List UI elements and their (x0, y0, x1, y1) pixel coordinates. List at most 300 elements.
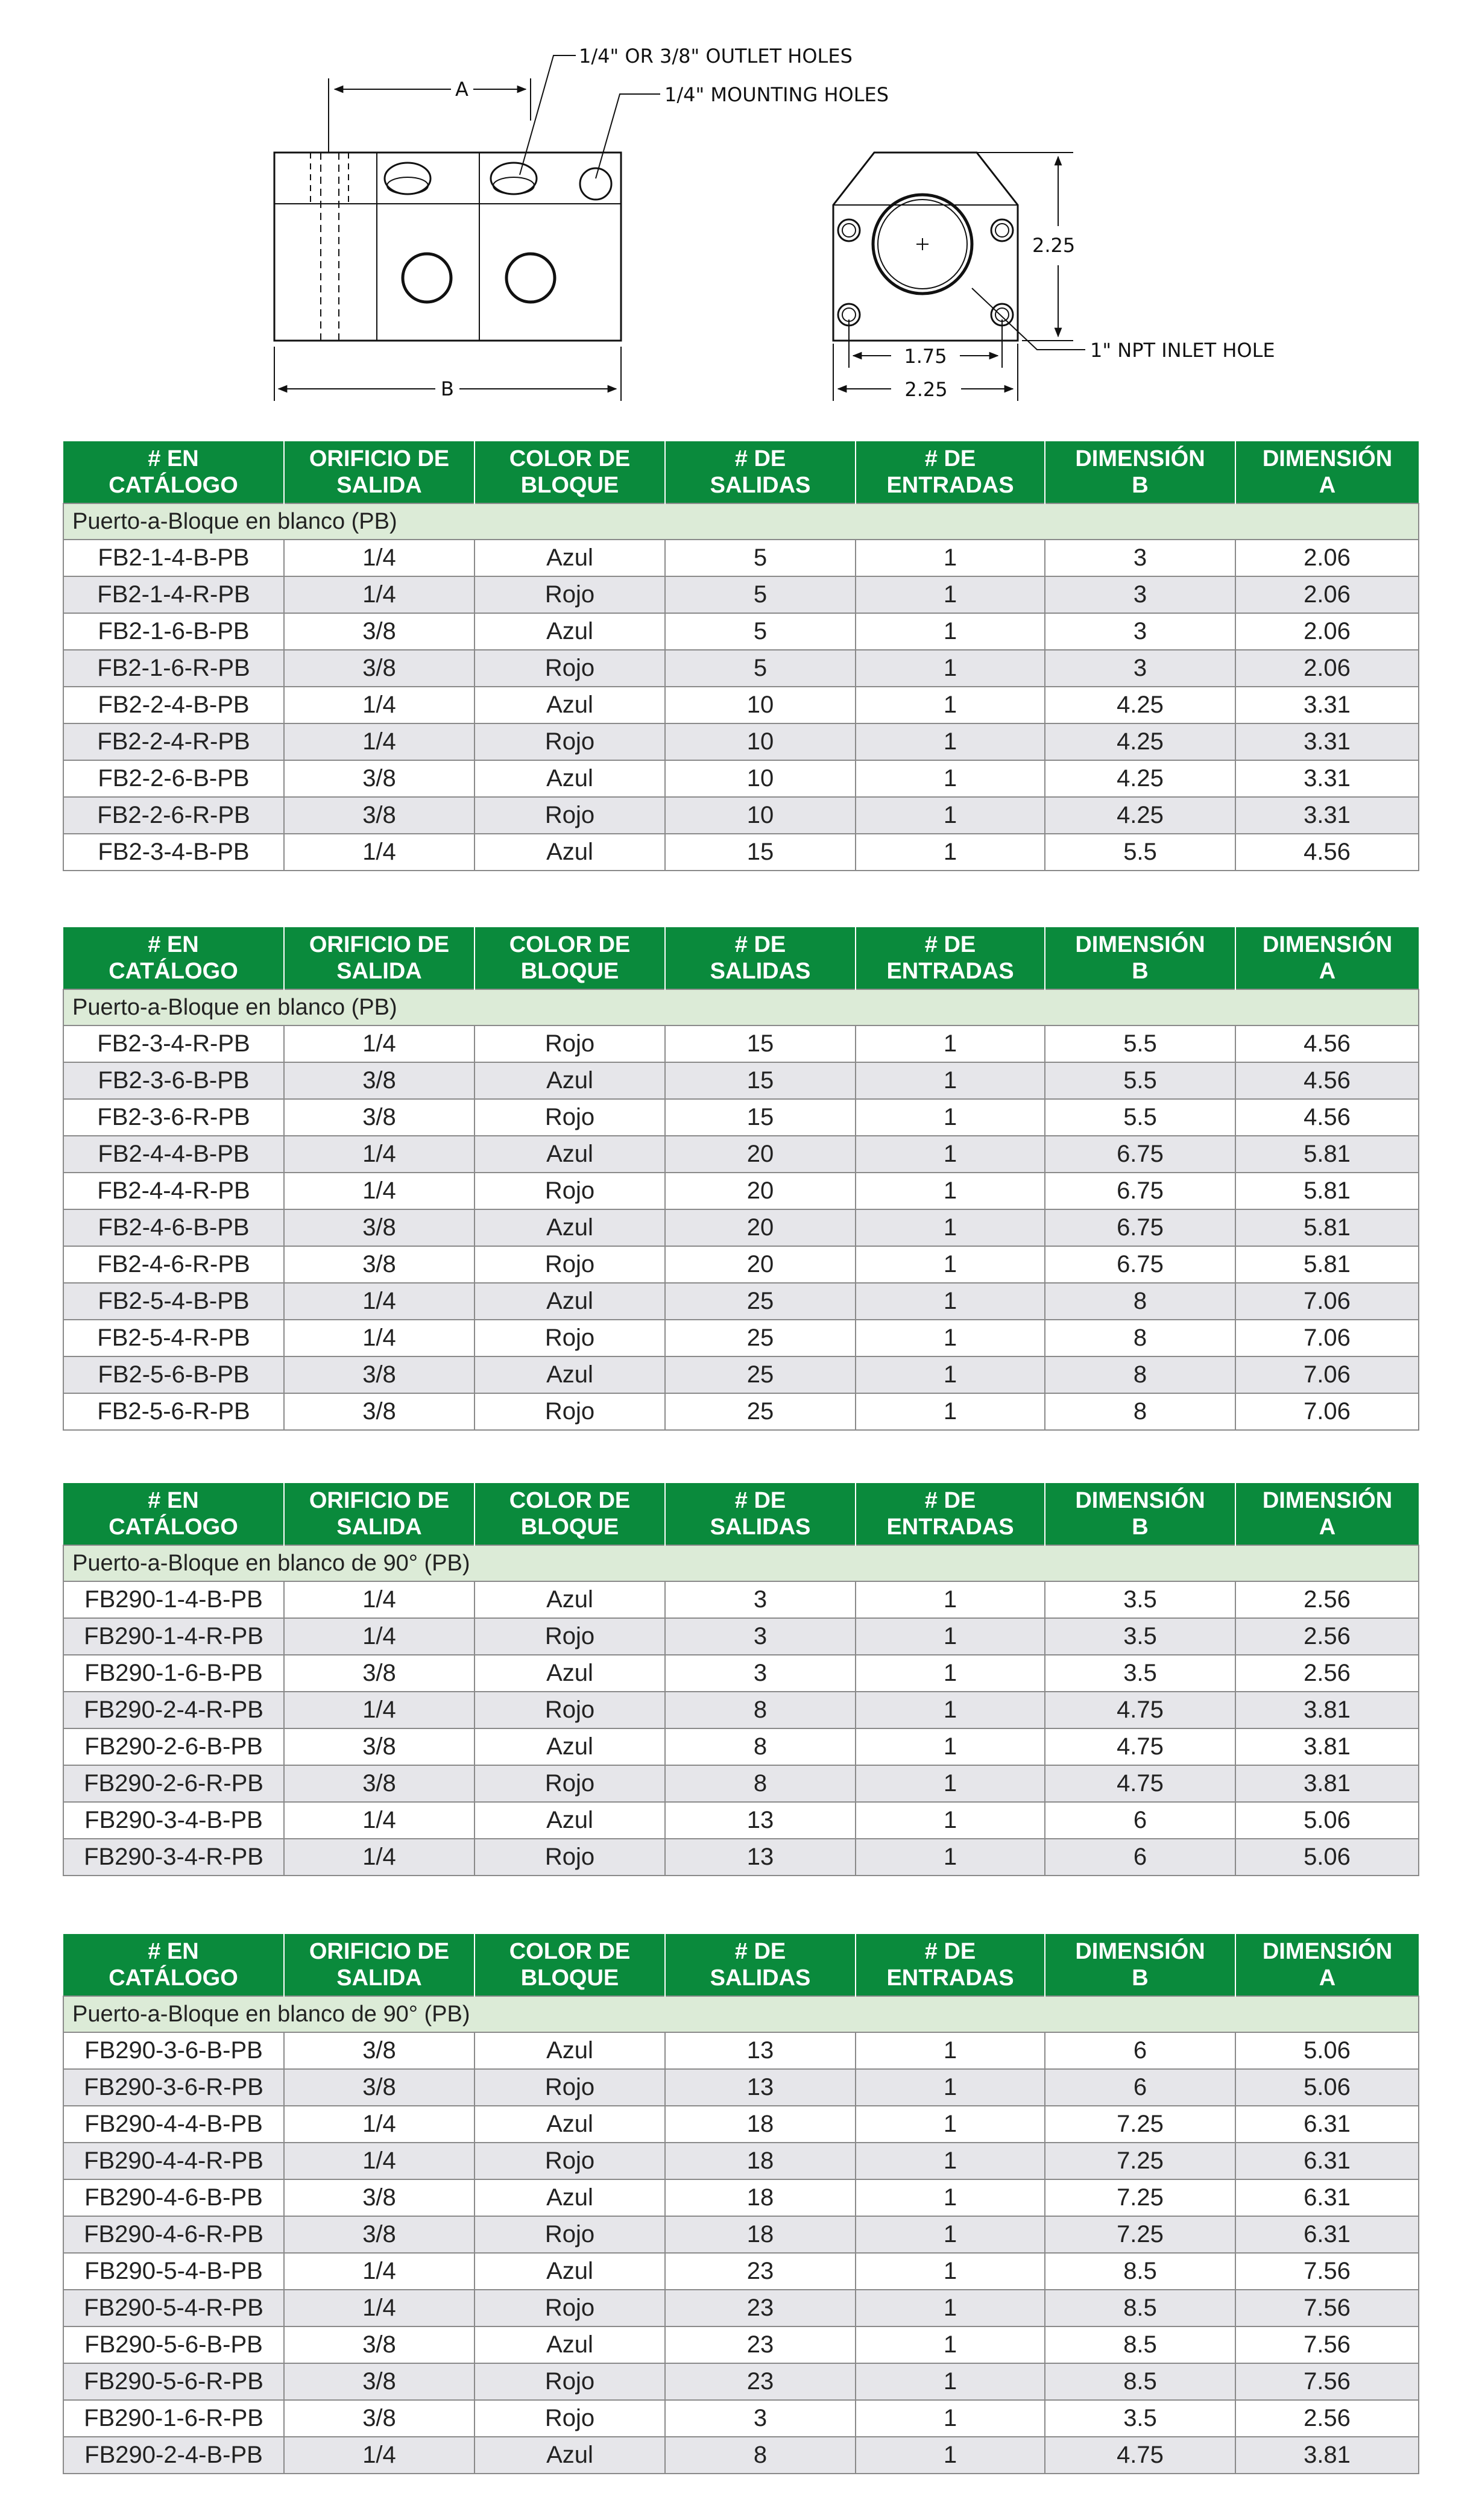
cell-inlets-count: 1 (856, 2032, 1045, 2069)
cell-dimension-a: 5.81 (1235, 1173, 1419, 1209)
cell-dimension-a: 2.56 (1235, 2400, 1419, 2437)
cell-block-color: Rojo (475, 650, 665, 687)
table-row (63, 1283, 1419, 1320)
cell-block-color: Rojo (475, 2143, 665, 2179)
cell-outlets-count: 3 (665, 1581, 856, 1618)
cell-block-color: Azul (475, 1136, 665, 1173)
cell-outlets-count: 25 (665, 1393, 856, 1430)
cell-outlet-orifice: 3/8 (284, 1728, 475, 1765)
header-outlets-count: # DE SALIDAS (665, 441, 856, 503)
table-row (63, 1173, 1419, 1209)
cell-outlets-count: 8 (665, 1728, 856, 1765)
cell-inlets-count: 1 (856, 1581, 1045, 1618)
cell-dimension-b: 6 (1045, 1839, 1235, 1876)
header-catalog-number: # EN CATÁLOGO (63, 1934, 284, 1996)
cell-dimension-b: 8 (1045, 1320, 1235, 1356)
cell-dimension-b: 4.75 (1045, 1765, 1235, 1802)
cell-catalog-number: FB2-5-4-B-PB (63, 1283, 284, 1320)
cell-dimension-a: 2.56 (1235, 1655, 1419, 1692)
cell-dimension-b: 3 (1045, 540, 1235, 576)
table-row (63, 760, 1419, 797)
table-row (63, 1692, 1419, 1728)
cell-dimension-a: 5.06 (1235, 2069, 1419, 2106)
cell-catalog-number: FB290-4-6-B-PB (63, 2179, 284, 2216)
cell-catalog-number: FB2-3-4-B-PB (63, 834, 284, 871)
spec-table-1 (63, 441, 1419, 871)
cell-outlets-count: 18 (665, 2179, 856, 2216)
cell-dimension-a: 4.56 (1235, 834, 1419, 871)
cell-outlets-count: 23 (665, 2363, 856, 2400)
cell-block-color: Rojo (475, 797, 665, 834)
cell-block-color: Rojo (475, 1839, 665, 1876)
cell-catalog-number: FB290-4-4-R-PB (63, 2143, 284, 2179)
cell-dimension-a: 7.06 (1235, 1356, 1419, 1393)
cell-dimension-a: 6.31 (1235, 2216, 1419, 2253)
cell-catalog-number: FB2-4-6-R-PB (63, 1246, 284, 1283)
cell-dimension-a: 3.31 (1235, 797, 1419, 834)
cell-block-color: Azul (475, 687, 665, 723)
cell-dimension-b: 3 (1045, 650, 1235, 687)
cell-outlets-count: 23 (665, 2253, 856, 2290)
section-row (63, 989, 1419, 1025)
cell-block-color: Azul (475, 1062, 665, 1099)
table-row (63, 2400, 1419, 2437)
table-row (63, 2437, 1419, 2474)
table-row (63, 2032, 1419, 2069)
cell-outlets-count: 13 (665, 1802, 856, 1839)
cell-outlet-orifice: 1/4 (284, 2106, 475, 2143)
cell-block-color: Azul (475, 2326, 665, 2363)
cell-inlets-count: 1 (856, 1173, 1045, 1209)
cell-block-color: Azul (475, 834, 665, 871)
cell-dimension-a: 2.06 (1235, 576, 1419, 613)
cell-block-color: Azul (475, 1283, 665, 1320)
cell-dimension-a: 4.56 (1235, 1025, 1419, 1062)
table-row (63, 834, 1419, 871)
table-row (63, 576, 1419, 613)
header-outlets-count: # DE SALIDAS (665, 927, 856, 989)
table-row (63, 723, 1419, 760)
cell-outlet-orifice: 3/8 (284, 1655, 475, 1692)
cell-catalog-number: FB290-3-4-B-PB (63, 1802, 284, 1839)
table-row (63, 2216, 1419, 2253)
header-dimension-a: DIMENSIÓN A (1235, 1934, 1419, 1996)
cell-inlets-count: 1 (856, 1320, 1045, 1356)
cell-catalog-number: FB2-4-6-B-PB (63, 1209, 284, 1246)
cell-outlets-count: 25 (665, 1283, 856, 1320)
header-catalog-number: # EN CATÁLOGO (63, 927, 284, 989)
table-row (63, 1136, 1419, 1173)
table-row (63, 2069, 1419, 2106)
cell-inlets-count: 1 (856, 723, 1045, 760)
cell-outlets-count: 15 (665, 1099, 856, 1136)
width-175-label: 1.75 (904, 345, 947, 368)
cell-outlets-count: 13 (665, 2069, 856, 2106)
dimension-b (274, 347, 621, 401)
cell-outlets-count: 20 (665, 1246, 856, 1283)
section-row (63, 503, 1419, 540)
header-outlet-orifice: ORIFICIO DE SALIDA (284, 927, 475, 989)
cell-outlets-count: 15 (665, 834, 856, 871)
table-row (63, 2253, 1419, 2290)
cell-outlets-count: 10 (665, 797, 856, 834)
cell-outlets-count: 3 (665, 2400, 856, 2437)
table-header-row (63, 927, 1419, 989)
cell-dimension-a: 2.06 (1235, 650, 1419, 687)
cell-catalog-number: FB2-5-6-B-PB (63, 1356, 284, 1393)
cell-dimension-a: 3.31 (1235, 687, 1419, 723)
table-row (63, 540, 1419, 576)
header-block-color: COLOR DE BLOQUE (475, 927, 665, 989)
cell-dimension-a: 5.06 (1235, 1802, 1419, 1839)
cell-catalog-number: FB290-1-4-R-PB (63, 1618, 284, 1655)
cell-outlet-orifice: 3/8 (284, 797, 475, 834)
cell-catalog-number: FB290-2-4-R-PB (63, 1692, 284, 1728)
mounting-holes-label: 1/4" MOUNTING HOLES (664, 83, 889, 106)
table-row (63, 1839, 1419, 1876)
header-outlet-orifice: ORIFICIO DE SALIDA (284, 441, 475, 503)
cell-dimension-a: 3.81 (1235, 1765, 1419, 1802)
table-row (63, 1025, 1419, 1062)
cell-inlets-count: 1 (856, 687, 1045, 723)
cell-inlets-count: 1 (856, 834, 1045, 871)
cell-dimension-b: 7.25 (1045, 2106, 1235, 2143)
table-row (63, 797, 1419, 834)
cell-catalog-number: FB290-1-6-R-PB (63, 2400, 284, 2437)
cell-catalog-number: FB2-1-4-B-PB (63, 540, 284, 576)
dim-b-label: B (441, 377, 454, 400)
cell-outlet-orifice: 1/4 (284, 1283, 475, 1320)
header-block-color: COLOR DE BLOQUE (475, 1483, 665, 1545)
cell-catalog-number: FB2-5-6-R-PB (63, 1393, 284, 1430)
cell-inlets-count: 1 (856, 1839, 1045, 1876)
cell-dimension-b: 4.75 (1045, 2437, 1235, 2474)
header-block-color: COLOR DE BLOQUE (475, 1934, 665, 1996)
cell-block-color: Azul (475, 1655, 665, 1692)
cell-block-color: Rojo (475, 1320, 665, 1356)
cell-inlets-count: 1 (856, 576, 1045, 613)
block-drawing (0, 0, 1482, 434)
cell-outlet-orifice: 1/4 (284, 1839, 475, 1876)
cell-outlets-count: 5 (665, 650, 856, 687)
cell-dimension-b: 7.25 (1045, 2216, 1235, 2253)
cell-inlets-count: 1 (856, 1062, 1045, 1099)
cell-dimension-b: 3 (1045, 576, 1235, 613)
cell-dimension-b: 3.5 (1045, 1655, 1235, 1692)
cell-dimension-b: 6 (1045, 2032, 1235, 2069)
cell-inlets-count: 1 (856, 2143, 1045, 2179)
cell-dimension-b: 7.25 (1045, 2143, 1235, 2179)
cell-outlets-count: 5 (665, 576, 856, 613)
header-catalog-number: # EN CATÁLOGO (63, 441, 284, 503)
cell-inlets-count: 1 (856, 613, 1045, 650)
cell-outlets-count: 18 (665, 2106, 856, 2143)
table-row (63, 613, 1419, 650)
cell-dimension-b: 4.75 (1045, 1728, 1235, 1765)
cell-outlet-orifice: 3/8 (284, 613, 475, 650)
header-inlets-count: # DE ENTRADAS (856, 927, 1045, 989)
cell-outlet-orifice: 3/8 (284, 1246, 475, 1283)
cell-outlet-orifice: 3/8 (284, 2216, 475, 2253)
cell-outlet-orifice: 3/8 (284, 650, 475, 687)
spec-table-3 (63, 1483, 1419, 1876)
height-225-label: 2.25 (1032, 234, 1076, 257)
cell-catalog-number: FB2-5-4-R-PB (63, 1320, 284, 1356)
cell-outlet-orifice: 1/4 (284, 723, 475, 760)
section-title: Puerto-a-Bloque en blanco (PB) (63, 503, 1419, 540)
cell-outlets-count: 18 (665, 2143, 856, 2179)
cell-outlet-orifice: 3/8 (284, 1099, 475, 1136)
cell-block-color: Azul (475, 2253, 665, 2290)
cell-catalog-number: FB290-5-6-B-PB (63, 2326, 284, 2363)
table-header-row (63, 1483, 1419, 1545)
cell-dimension-b: 6.75 (1045, 1209, 1235, 1246)
cell-block-color: Rojo (475, 1393, 665, 1430)
cell-dimension-b: 4.25 (1045, 687, 1235, 723)
cell-dimension-a: 2.56 (1235, 1581, 1419, 1618)
cell-dimension-a: 7.56 (1235, 2253, 1419, 2290)
cell-inlets-count: 1 (856, 1393, 1045, 1430)
cell-block-color: Rojo (475, 1765, 665, 1802)
cell-dimension-b: 6.75 (1045, 1246, 1235, 1283)
cell-inlets-count: 1 (856, 797, 1045, 834)
cell-outlets-count: 5 (665, 540, 856, 576)
cell-block-color: Azul (475, 2437, 665, 2474)
cell-dimension-b: 3 (1045, 613, 1235, 650)
cell-block-color: Rojo (475, 1099, 665, 1136)
table-row (63, 1618, 1419, 1655)
header-block-color: COLOR DE BLOQUE (475, 441, 665, 503)
cell-outlet-orifice: 1/4 (284, 1025, 475, 1062)
cell-block-color: Azul (475, 2179, 665, 2216)
cell-outlets-count: 25 (665, 1320, 856, 1356)
cell-outlets-count: 25 (665, 1356, 856, 1393)
cell-dimension-a: 5.06 (1235, 1839, 1419, 1876)
cell-block-color: Azul (475, 2032, 665, 2069)
cell-outlet-orifice: 3/8 (284, 2179, 475, 2216)
cell-inlets-count: 1 (856, 650, 1045, 687)
cell-dimension-b: 5.5 (1045, 834, 1235, 871)
cell-dimension-a: 5.81 (1235, 1246, 1419, 1283)
cell-outlet-orifice: 1/4 (284, 1618, 475, 1655)
cell-outlets-count: 20 (665, 1209, 856, 1246)
cell-dimension-b: 8 (1045, 1393, 1235, 1430)
inlet-hole-label: 1" NPT INLET HOLE (1090, 339, 1275, 362)
section-title: Puerto-a-Bloque en blanco (PB) (63, 989, 1419, 1025)
cell-block-color: Rojo (475, 1618, 665, 1655)
cell-block-color: Rojo (475, 1025, 665, 1062)
cell-dimension-b: 4.25 (1045, 723, 1235, 760)
cell-outlets-count: 3 (665, 1618, 856, 1655)
section-row (63, 1996, 1419, 2032)
table-header-row (63, 441, 1419, 503)
cell-outlet-orifice: 1/4 (284, 2253, 475, 2290)
cell-block-color: Azul (475, 1802, 665, 1839)
cell-outlet-orifice: 1/4 (284, 834, 475, 871)
table-row (63, 1099, 1419, 1136)
technical-drawing (0, 0, 1482, 434)
cell-inlets-count: 1 (856, 2179, 1045, 2216)
cell-inlets-count: 1 (856, 760, 1045, 797)
cell-dimension-a: 5.81 (1235, 1136, 1419, 1173)
header-outlets-count: # DE SALIDAS (665, 1934, 856, 1996)
cell-inlets-count: 1 (856, 1655, 1045, 1692)
cell-block-color: Azul (475, 1209, 665, 1246)
cell-block-color: Azul (475, 613, 665, 650)
cell-catalog-number: FB290-2-6-R-PB (63, 1765, 284, 1802)
cell-outlets-count: 13 (665, 1839, 856, 1876)
cell-outlet-orifice: 1/4 (284, 576, 475, 613)
cell-block-color: Rojo (475, 576, 665, 613)
cell-catalog-number: FB2-1-4-R-PB (63, 576, 284, 613)
header-dimension-b: DIMENSIÓN B (1045, 927, 1235, 989)
header-dimension-a: DIMENSIÓN A (1235, 1483, 1419, 1545)
width-225-label: 2.25 (904, 378, 948, 401)
cell-inlets-count: 1 (856, 2437, 1045, 2474)
cell-dimension-a: 4.56 (1235, 1099, 1419, 1136)
cell-outlets-count: 10 (665, 760, 856, 797)
dimension-175 (849, 320, 1002, 368)
cell-dimension-a: 4.56 (1235, 1062, 1419, 1099)
cell-outlet-orifice: 1/4 (284, 1692, 475, 1728)
header-inlets-count: # DE ENTRADAS (856, 441, 1045, 503)
cell-dimension-a: 2.06 (1235, 540, 1419, 576)
cell-outlets-count: 8 (665, 1692, 856, 1728)
cell-catalog-number: FB2-4-4-B-PB (63, 1136, 284, 1173)
cell-inlets-count: 1 (856, 1618, 1045, 1655)
cell-outlet-orifice: 1/4 (284, 2143, 475, 2179)
cell-dimension-b: 6 (1045, 2069, 1235, 2106)
cell-catalog-number: FB2-3-4-R-PB (63, 1025, 284, 1062)
cell-outlets-count: 10 (665, 723, 856, 760)
cell-catalog-number: FB290-5-6-R-PB (63, 2363, 284, 2400)
cell-dimension-b: 8.5 (1045, 2253, 1235, 2290)
cell-outlets-count: 15 (665, 1062, 856, 1099)
cell-outlet-orifice: 3/8 (284, 1356, 475, 1393)
cell-outlet-orifice: 3/8 (284, 1062, 475, 1099)
cell-dimension-a: 7.56 (1235, 2326, 1419, 2363)
cell-catalog-number: FB2-3-6-B-PB (63, 1062, 284, 1099)
cell-dimension-b: 8 (1045, 1356, 1235, 1393)
cell-inlets-count: 1 (856, 1283, 1045, 1320)
section-row (63, 1545, 1419, 1581)
table-row (63, 2179, 1419, 2216)
cell-inlets-count: 1 (856, 2253, 1045, 2290)
header-outlet-orifice: ORIFICIO DE SALIDA (284, 1934, 475, 1996)
cell-block-color: Rojo (475, 1692, 665, 1728)
cell-block-color: Azul (475, 760, 665, 797)
cell-outlet-orifice: 1/4 (284, 1581, 475, 1618)
cell-inlets-count: 1 (856, 1692, 1045, 1728)
table-row (63, 2106, 1419, 2143)
cell-dimension-b: 8.5 (1045, 2363, 1235, 2400)
cell-dimension-a: 7.56 (1235, 2290, 1419, 2326)
cell-catalog-number: FB2-2-4-B-PB (63, 687, 284, 723)
cell-inlets-count: 1 (856, 2400, 1045, 2437)
cell-inlets-count: 1 (856, 1099, 1045, 1136)
cell-catalog-number: FB290-3-6-R-PB (63, 2069, 284, 2106)
cell-dimension-a: 6.31 (1235, 2106, 1419, 2143)
cell-dimension-b: 4.25 (1045, 797, 1235, 834)
table-row (63, 1209, 1419, 1246)
cell-outlet-orifice: 1/4 (284, 2290, 475, 2326)
cell-dimension-b: 5.5 (1045, 1099, 1235, 1136)
cell-outlets-count: 3 (665, 1655, 856, 1692)
cell-outlet-orifice: 3/8 (284, 1765, 475, 1802)
cell-dimension-a: 6.31 (1235, 2143, 1419, 2179)
header-catalog-number: # EN CATÁLOGO (63, 1483, 284, 1545)
cell-outlet-orifice: 1/4 (284, 1320, 475, 1356)
cell-dimension-b: 8 (1045, 1283, 1235, 1320)
cell-catalog-number: FB290-5-4-B-PB (63, 2253, 284, 2290)
cell-outlets-count: 23 (665, 2326, 856, 2363)
cell-block-color: Rojo (475, 2069, 665, 2106)
cell-catalog-number: FB2-2-6-B-PB (63, 760, 284, 797)
table-row (63, 1393, 1419, 1430)
cell-outlets-count: 18 (665, 2216, 856, 2253)
cell-block-color: Azul (475, 1356, 665, 1393)
cell-inlets-count: 1 (856, 2216, 1045, 2253)
cell-dimension-a: 7.06 (1235, 1393, 1419, 1430)
cell-inlets-count: 1 (856, 1025, 1045, 1062)
cell-dimension-b: 8.5 (1045, 2290, 1235, 2326)
cell-outlets-count: 10 (665, 687, 856, 723)
cell-block-color: Rojo (475, 1173, 665, 1209)
section-title: Puerto-a-Bloque en blanco de 90° (PB) (63, 1545, 1419, 1581)
cell-dimension-b: 4.75 (1045, 1692, 1235, 1728)
cell-dimension-a: 5.06 (1235, 2032, 1419, 2069)
cell-outlets-count: 20 (665, 1136, 856, 1173)
cell-dimension-a: 6.31 (1235, 2179, 1419, 2216)
cell-outlets-count: 8 (665, 1765, 856, 1802)
cell-dimension-b: 5.5 (1045, 1025, 1235, 1062)
cell-catalog-number: FB290-1-6-B-PB (63, 1655, 284, 1692)
cell-dimension-a: 7.06 (1235, 1320, 1419, 1356)
cell-inlets-count: 1 (856, 2290, 1045, 2326)
cell-catalog-number: FB290-2-6-B-PB (63, 1728, 284, 1765)
header-dimension-b: DIMENSIÓN B (1045, 441, 1235, 503)
cell-dimension-b: 8.5 (1045, 2326, 1235, 2363)
table-row (63, 1581, 1419, 1618)
table-row (63, 687, 1419, 723)
spec-table-4 (63, 1934, 1419, 2474)
table-row (63, 2363, 1419, 2400)
cell-inlets-count: 1 (856, 1728, 1045, 1765)
table-row (63, 1802, 1419, 1839)
cell-dimension-a: 7.06 (1235, 1283, 1419, 1320)
table-row (63, 1728, 1419, 1765)
end-view (833, 153, 1018, 341)
cell-block-color: Rojo (475, 2290, 665, 2326)
cell-inlets-count: 1 (856, 2106, 1045, 2143)
table-row (63, 1655, 1419, 1692)
header-dimension-a: DIMENSIÓN A (1235, 927, 1419, 989)
cell-outlet-orifice: 3/8 (284, 1209, 475, 1246)
cell-outlet-orifice: 3/8 (284, 2363, 475, 2400)
header-dimension-b: DIMENSIÓN B (1045, 1483, 1235, 1545)
cell-block-color: Rojo (475, 2363, 665, 2400)
table-row (63, 2290, 1419, 2326)
cell-inlets-count: 1 (856, 1246, 1045, 1283)
cell-outlet-orifice: 3/8 (284, 2032, 475, 2069)
cell-dimension-a: 3.81 (1235, 1728, 1419, 1765)
cell-inlets-count: 1 (856, 1802, 1045, 1839)
cell-dimension-a: 5.81 (1235, 1209, 1419, 1246)
mounting-leader (596, 83, 889, 178)
cell-catalog-number: FB2-2-4-R-PB (63, 723, 284, 760)
cell-outlets-count: 20 (665, 1173, 856, 1209)
cell-dimension-b: 3.5 (1045, 2400, 1235, 2437)
